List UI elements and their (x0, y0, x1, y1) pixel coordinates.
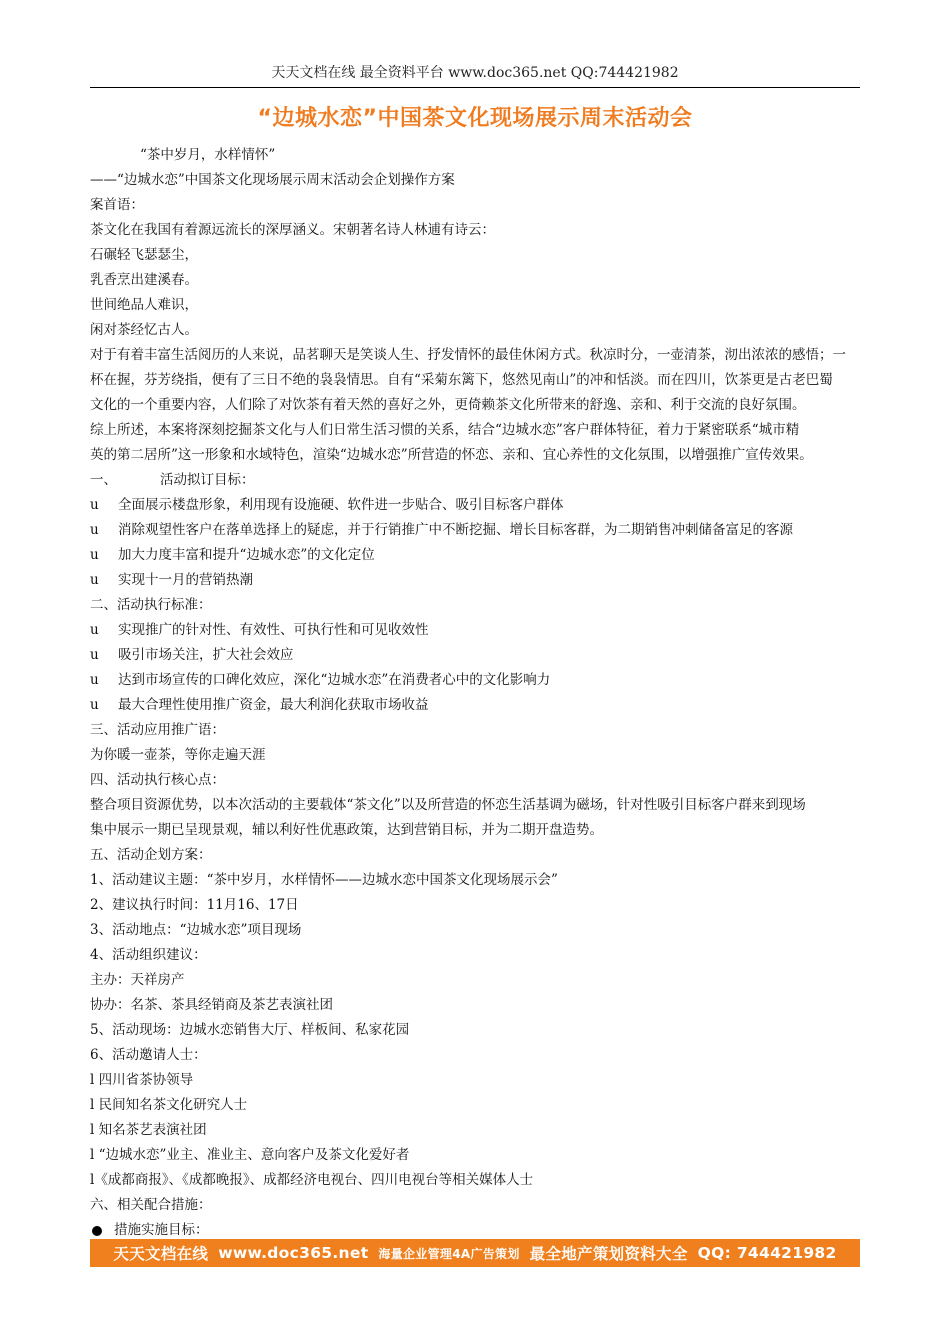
list-item (90, 643, 862, 668)
slogan: 为你暖一壶茶，等你走遍天涯 (90, 747, 266, 763)
plan-item: 协办：名茶、茶具经销商及茶艺表演社团 (90, 997, 333, 1013)
bullet-dot-icon (92, 1226, 102, 1236)
bullet-icon: u (90, 697, 99, 713)
section-heading-4: 四、活动执行核心点： (90, 772, 225, 788)
section-number: 一、 (90, 472, 117, 488)
list-item (90, 618, 862, 643)
section-heading-6: 六、相关配合措施： (90, 1197, 212, 1213)
paragraph-line: 对于有着丰富生活阅历的人来说，品茗聊天是笑谈人生、抒发情怀的最佳休闲方式。秋凉时分，一壶清茶，沏出浓浓的感悟；一 (90, 347, 846, 363)
list-item-text: 实现推广的针对性、有效性、可执行性和可见收效性 (118, 622, 429, 638)
section-heading-1 (90, 468, 862, 493)
section-label: 活动拟订目标： (160, 472, 255, 488)
header-divider (90, 87, 860, 88)
page-header: 天天文档在线 最全资料平台 www.doc365.net QQ:744421982 (271, 65, 679, 81)
paragraph-line: 杯在握，芬芳绕指，便有了三日不绝的袅袅情思。自有“采菊东篱下，悠然见南山”的冲和恬淡。而在四川，饮茶更是古老巴蜀 (90, 372, 833, 388)
footer-tagline-2: 最全地产策划资料大全 (529, 1245, 688, 1263)
plan-item: 6、活动邀请人士： (90, 1047, 207, 1063)
invitee-item: l “边城水恋”业主、准业主、意向客户及茶文化爱好者 (90, 1147, 410, 1163)
document-title: “边城水恋”中国茶文化现场展示周末活动会 (257, 106, 693, 131)
plan-item: 4、活动组织建议： (90, 947, 207, 963)
subtitle: “茶中岁月，水样情怀” (140, 147, 276, 163)
bullet-icon: u (90, 622, 99, 638)
paragraph-line: 集中展示一期已呈现景观，辅以利好性优惠政策，达到营销目标，并为二期开盘造势。 (90, 822, 603, 838)
list-item (90, 568, 862, 593)
bullet-icon: u (90, 547, 99, 563)
list-item (90, 693, 862, 718)
invitee-item: l 知名茶艺表演社团 (90, 1122, 207, 1138)
footer-site-name: 天天文档在线 (113, 1245, 209, 1263)
poem-line: 世间绝品人难识， (90, 297, 198, 313)
list-item-text: 消除观望性客户在落单选择上的疑虑，并于行销推广中不断挖掘、增长目标客群，为二期销售冲刺储备富足的客源 (118, 522, 793, 538)
paragraph-line: 文化的一个重要内容，人们除了对饮茶有着天然的喜好之外，更倚赖茶文化所带来的舒逸、亲和、利于交流的良好氛围。 (90, 397, 806, 413)
paragraph-line: 英的第二居所”这一形象和水域特色，渲染“边城水恋”所营造的怀恋、亲和、宜心养性的文化氛围，以增强推广宣传效果。 (90, 447, 813, 463)
footer-url[interactable]: www.doc365.net (218, 1244, 369, 1262)
bullet-icon: u (90, 497, 99, 513)
bullet-icon: u (90, 672, 99, 688)
plan-item: 1、活动建议主题：“茶中岁月，水样情怀——边城水恋中国茶文化现场展示会” (90, 872, 558, 888)
section-heading-3: 三、活动应用推广语： (90, 722, 225, 738)
bullet-icon: u (90, 572, 99, 588)
list-item-text: 吸引市场关注，扩大社会效应 (118, 647, 294, 663)
poem-line: 乳香烹出建溪春。 (90, 272, 198, 288)
bullet-icon: u (90, 647, 99, 663)
plan-item: 5、活动现场：边城水恋销售大厅、样板间、私家花园 (90, 1022, 410, 1038)
footer-banner (90, 1239, 860, 1267)
document-body (90, 143, 862, 1243)
list-item-text: 措施实施目标： (114, 1222, 209, 1238)
list-item-text: 实现十一月的营销热潮 (118, 572, 253, 588)
list-item-text: 加大力度丰富和提升“边城水恋”的文化定位 (118, 547, 375, 563)
paragraph-line: 整合项目资源优势，以本次活动的主要载体“茶文化”以及所营造的怀恋生活基调为磁场，针对性吸引目标客户群来到现场 (90, 797, 806, 813)
list-item (90, 518, 862, 543)
poem-line: 闲对茶经忆古人。 (90, 322, 198, 338)
intro-text: 茶文化在我国有着源远流长的深厚涵义。宋朝著名诗人林逋有诗云： (90, 222, 495, 238)
section-heading-2: 二、活动执行标准： (90, 597, 212, 613)
invitee-item: l《成都商报》、《成都晚报》、成都经济电视台、四川电视台等相关媒体人士 (90, 1172, 534, 1188)
poem-line: 石碾轻飞瑟瑟尘， (90, 247, 198, 263)
list-item (90, 668, 862, 693)
footer-tagline: 海量企业管理4A广告策划 (378, 1246, 520, 1261)
subtitle-2: ——“边城水恋”中国茶文化现场展示周末活动会企划操作方案 (90, 172, 455, 188)
footer-qq: QQ: 744421982 (697, 1244, 837, 1262)
plan-item: 2、建议执行时间：11月16、17日 (90, 897, 299, 913)
list-item (90, 543, 862, 568)
plan-item: 主办：天祥房产 (90, 972, 185, 988)
bullet-icon: u (90, 522, 99, 538)
list-item-text: 全面展示楼盘形象，利用现有设施硬、软件进一步贴合、吸引目标客户群体 (118, 497, 564, 513)
list-item (90, 493, 862, 518)
section-heading-5: 五、活动企划方案： (90, 847, 212, 863)
paragraph-line: 综上所述，本案将深刻挖掘茶文化与人们日常生活习惯的关系，结合“边城水恋”客户群体特征，着力于紧密联系“城市精 (90, 422, 800, 438)
plan-item: 3、活动地点：“边城水恋”项目现场 (90, 922, 302, 938)
invitee-item: l 民间知名茶文化研究人士 (90, 1097, 248, 1113)
list-item-text: 最大合理性使用推广资金，最大利润化获取市场收益 (118, 697, 429, 713)
invitee-item: l 四川省茶协领导 (90, 1072, 194, 1088)
preface-label: 案首语： (90, 197, 144, 213)
list-item-text: 达到市场宣传的口碑化效应，深化“边城水恋”在消费者心中的文化影响力 (118, 672, 551, 688)
